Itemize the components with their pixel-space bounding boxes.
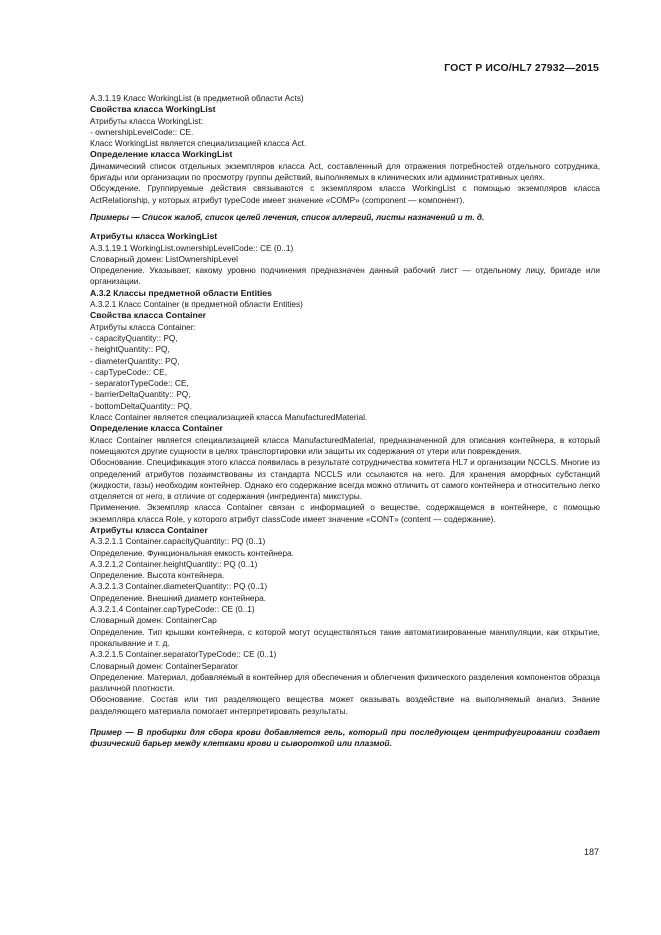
subheading: Свойства класса Container [90,310,207,321]
paragraph: Определение. Указывает, какому уровню подчинения предназначен данный рабочий лист — отдельному лицу, бригаде или организации. [90,265,600,287]
paragraph: Определение. Тип крышки контейнера, с которой могут осуществляться такие автоматизированные манипуляции, как открытие, прокалывание и т. д. [90,626,600,648]
list-item: - bottomDeltaQuantity:: PQ. [90,400,192,411]
paragraph: Определение. Функциональная емкость контейнера. [90,547,294,558]
paragraph: Определение. Внешний диаметр контейнера. [90,592,267,603]
subheading: Атрибуты класса Container [90,524,208,535]
section-heading-workinglist: A.3.1.19 Класс WorkingList (в предметной области Acts) [90,93,304,103]
paragraph: Словарный домен: ContainerSeparator [90,660,238,671]
paragraph: Обоснование. Состав или тип разделяющего вещества может оказывать воздействие на выполняемый анализ. Знание разделяющего материала помогает интерпретировать результаты. [90,694,600,716]
paragraph: A.3.2.1.2 Container.heightQuantity:: PQ (0..1) [90,558,258,569]
standard-header: ГОСТ Р ИСО/HL7 27932—2015 [444,62,599,74]
paragraph: Применение. Экземпляр класса Container связан с информацией о веществе, содержащемся в контейнере, с помощью экземпляра класса Role, у которого атрибут classCode имеет значение «CONT» (content — содержание). [90,502,600,524]
paragraph: A.3.2.1.4 Container.capTypeCode:: CE (0..1) [90,604,255,615]
paragraph: A.3.2.1.5 Container.separatorTypeCode:: CE (0..1) [90,649,277,660]
paragraph: A.3.1.19.1 WorkingList.ownershipLevelCode:: CE (0..1) [90,242,294,253]
paragraph: Атрибуты класса Container: [90,321,196,332]
paragraph: Обсуждение. Группируемые действия связываются с экземпляром класса WorkingList с помощью экземпляров класса ActRelationship, у которых атрибут typeCode имеет значение «COMP» (component — компонент). [90,183,600,205]
paragraph: Атрибуты класса WorkingList: [90,115,204,126]
paragraph: Определение. Материал, добавляемый в контейнер для обеспечения и облегчения физического разделения компонентов образца различной плотности. [90,671,600,694]
list-item: - capacityQuantity:: PQ, [90,332,178,343]
paragraph: Словарный домен: ListOwnershipLevel [90,253,238,264]
paragraph: Словарный домен: ContainerCap [90,615,217,626]
list-item: - capTypeCode:: CE, [90,366,168,377]
paragraph: Класс Container является специализацией класса ManufacturedMaterial. [90,412,368,423]
paragraph: Определение. Высота контейнера. [90,570,225,581]
list-item: - ownershipLevelCode:: CE. [90,126,194,137]
paragraph: Класс WorkingList является специализацией класса Act. [90,138,307,149]
paragraph: Динамический список отдельных экземпляров класса Act, составленный для отражения потребностей отдельного сотрудника, бригады или организации по просмотру группы действий, выполняемых в клинических или административных целях. [90,160,600,183]
example-note: Пример — В пробирки для сбора крови добавляется гель, который при последующем центрифугировании создает физический барьер между клетками крови и сывороткой или плазмой. [90,727,600,749]
example-note: Примеры — Список жалоб, список целей лечения, список аллергий, листы назначений и т. д. [90,211,485,222]
subheading: Атрибуты класса WorkingList [90,231,218,242]
page-body [90,93,600,750]
list-item: - barrierDeltaQuantity:: PQ, [90,389,191,400]
subheading: Определение класса WorkingList [90,149,233,160]
list-item: - heightQuantity:: PQ, [90,344,170,355]
paragraph: Класс Container является специализацией класса ManufacturedMaterial, предназначенной для описания контейнера, в который помещаются другие сущности в целях транспортировки или защиты их содержания от утери или повреждения. [90,434,600,456]
paragraph: A.3.2.1.3 Container.diameterQuantity:: PQ (0..1) [90,581,268,592]
paragraph: A.3.2.1 Класс Container (в предметной области Entities) [90,299,303,310]
section-heading-entities: A.3.2 Классы предметной области Entities [90,287,272,298]
paragraph: Обоснование. Спецификация этого класса появилась в результате сотрудничества комитета HL7 и организации NCCLS. Многие из определений атрибутов позаимствованы из стандарта NCCLS или ссылаются на него. Для хранения аморфных субстанций (жидкости, газы) необходим контейнер. Однако его содержание всегда можно отличить от самого контейнера и относительно легко отделяется от него, в отличие от содержания (ингредиента) микстуры. [90,457,600,502]
list-item: - separatorTypeCode:: CE, [90,378,189,389]
list-item: - diameterQuantity:: PQ, [90,355,180,366]
subheading: Свойства класса WorkingList [90,104,216,115]
paragraph: A.3.2.1.1 Container.capacityQuantity:: PQ (0..1) [90,536,266,547]
page-number: 187 [583,847,599,857]
subheading: Определение класса Container [90,423,223,434]
